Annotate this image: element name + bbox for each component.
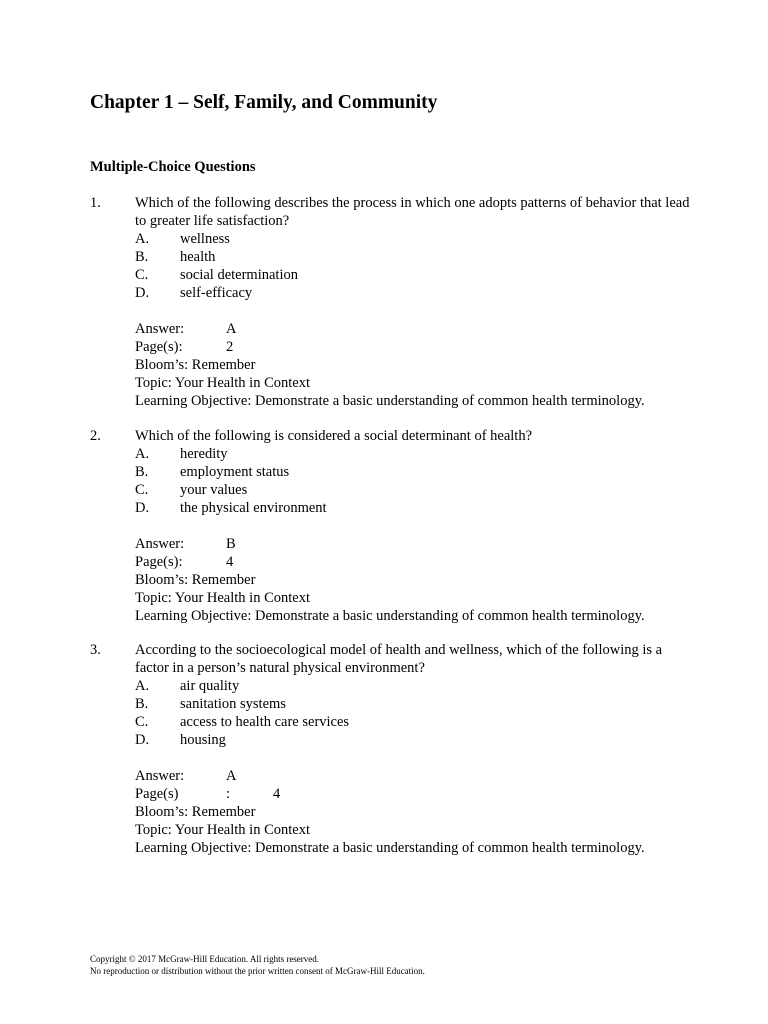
option-letter: D. [135,732,150,748]
option-d [135,731,690,749]
topic-line: Topic: Your Health in Context [135,375,310,391]
copyright-line: Copyright © 2017 McGraw-Hill Education. All rights reserved. [90,954,320,964]
option-b [135,463,690,481]
answer-line [135,535,690,553]
question-metadata [135,535,690,625]
question-text: According to the socioecological model of health and wellness, which of the following is a factor in a person’s natural physical environment? [135,642,663,676]
learning-objective-line: Learning Objective: Demonstrate a basic understanding of common health terminology. [135,840,645,856]
answer-value: B [226,536,236,552]
option-letter: D. [135,285,150,301]
question-metadata [135,320,690,410]
copyright-footer [90,953,425,977]
question-number: 2. [90,428,101,444]
option-b [135,248,690,266]
option-text: housing [180,732,226,748]
option-letter: B. [135,249,149,265]
option-letter: C. [135,714,149,730]
option-b [135,695,690,713]
option-text: self-efficacy [180,285,253,301]
option-letter: A. [135,231,150,247]
option-letter: C. [135,267,149,283]
option-d [135,284,690,302]
option-c [135,713,690,731]
pages-value: 4 [226,554,234,570]
option-letter: A. [135,678,150,694]
answer-label: Answer: [135,768,185,784]
option-letter: D. [135,500,150,516]
option-text: employment status [180,464,290,480]
option-c [135,266,690,284]
option-text: wellness [180,231,230,247]
answer-label: Answer: [135,321,185,337]
question-number: 1. [90,195,101,211]
option-text: your values [180,482,248,498]
blooms-line: Bloom’s: Remember [135,804,256,820]
option-list [135,445,690,517]
pages-line [135,553,690,571]
section-heading: Multiple-Choice Questions [90,159,256,175]
option-text: the physical environment [180,500,327,516]
answer-value: A [226,768,237,784]
answer-line [135,767,690,785]
option-text: sanitation systems [180,696,286,712]
option-a [135,445,690,463]
pages-label: Page(s) [135,786,179,802]
learning-objective-line: Learning Objective: Demonstrate a basic understanding of common health terminology. [135,608,645,624]
answer-line [135,320,690,338]
option-letter: B. [135,696,149,712]
option-text: health [180,249,216,265]
pages-value: 4 [273,786,281,802]
option-text: heredity [180,446,228,462]
pages-label: Page(s): [135,554,183,570]
topic-line: Topic: Your Health in Context [135,590,310,606]
option-letter: C. [135,482,149,498]
topic-line: Topic: Your Health in Context [135,822,310,838]
answer-label: Answer: [135,536,185,552]
blooms-line: Bloom’s: Remember [135,357,256,373]
chapter-title: Chapter 1 – Self, Family, and Community [90,92,438,113]
option-c [135,481,690,499]
blooms-line: Bloom’s: Remember [135,572,256,588]
pages-label: Page(s): [135,339,183,355]
pages-value: 2 [226,339,234,355]
option-a [135,677,690,695]
question-1 [90,194,690,410]
option-text: air quality [180,678,240,694]
option-list [135,230,690,302]
question-metadata [135,767,690,857]
pages-colon: : [226,786,231,802]
question-number: 3. [90,642,101,658]
pages-line [135,338,690,356]
option-d [135,499,690,517]
question-text: Which of the following describes the process in which one adopts patterns of behavior that lead to greater life satisfaction? [135,195,690,229]
learning-objective-line: Learning Objective: Demonstrate a basic understanding of common health terminology. [135,393,645,409]
option-list [135,677,690,749]
question-text: Which of the following is considered a social determinant of health? [135,428,533,444]
option-letter: B. [135,464,149,480]
question-2 [90,427,690,625]
question-3 [90,641,690,857]
option-a [135,230,690,248]
answer-value: A [226,321,237,337]
option-letter: A. [135,446,150,462]
option-text: social determination [180,267,298,283]
option-text: access to health care services [180,714,350,730]
pages-line [135,785,690,803]
reproduction-notice: No reproduction or distribution without the prior written consent of McGraw-Hill Education. [90,966,425,976]
